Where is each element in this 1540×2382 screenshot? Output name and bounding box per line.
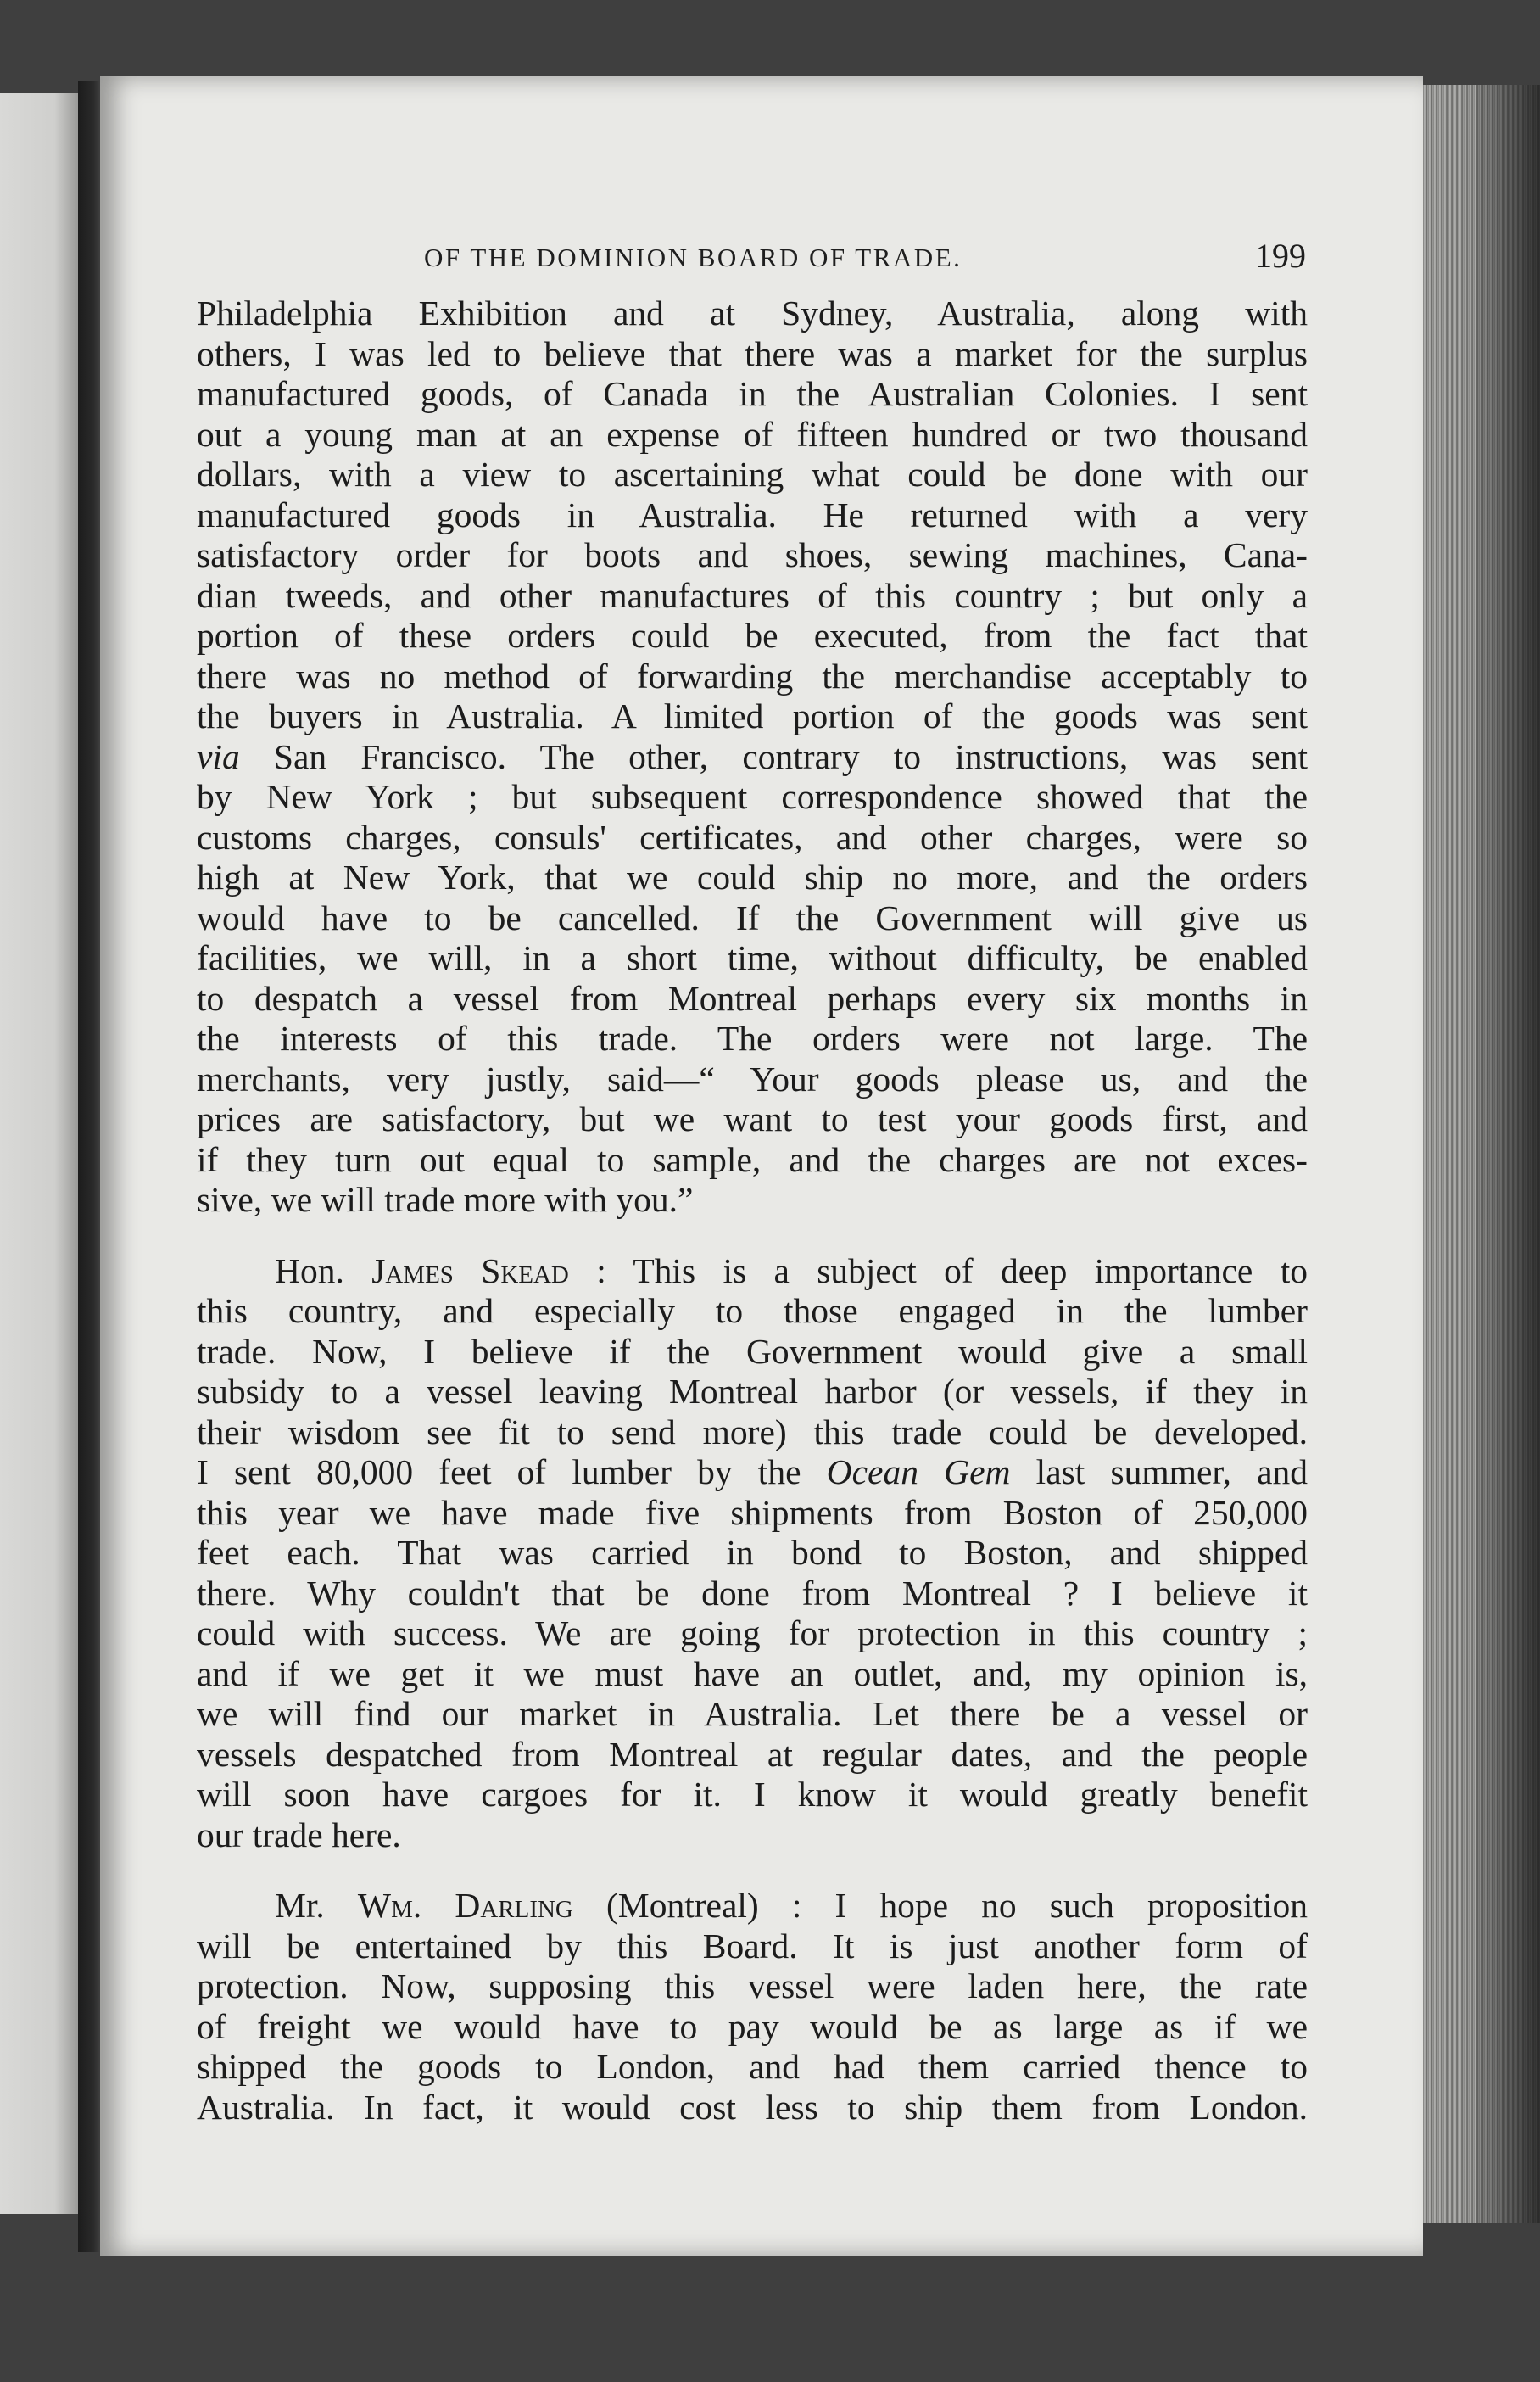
speaker-name: Wm. Darling: [357, 1886, 573, 1925]
text-line: facilities, we will, in a short time, without difficulty, be enabled: [197, 938, 1308, 977]
text-line: subsidy to a vessel leaving Montreal harbor (or vessels, if they in: [197, 1372, 1308, 1411]
line-rest: (Montreal) : I hope no such proposition: [572, 1886, 1308, 1925]
text-line: we will find our market in Australia. Let there be a vessel or: [197, 1694, 1308, 1733]
paragraph-3: [197, 1886, 1308, 2128]
speaker-title: Hon.: [275, 1250, 372, 1290]
paragraph-1: [197, 294, 1308, 1221]
ship-name: Ocean Gem: [826, 1452, 1011, 1491]
speaker-line: [197, 1886, 1308, 1926]
text-line: dian tweeds, and other manufactures of this country ; but only a: [197, 575, 1308, 615]
facing-page-edge: [0, 93, 78, 2214]
line-rest: last summer, and: [1010, 1452, 1308, 1491]
line-rest: San Francisco. The other, contrary to instructions, was sent: [239, 736, 1308, 776]
text-line: could with success. We are going for protection in this country ;: [197, 1613, 1308, 1652]
text-line: [197, 1452, 1308, 1493]
text-line: sive, we will trade more with you.”: [197, 1180, 694, 1219]
page-number: 199: [1255, 237, 1306, 275]
text-line: Australia. In fact, it would cost less to ship them from London.: [197, 2087, 1308, 2127]
text-line: vessels despatched from Montreal at regular dates, and the people: [197, 1734, 1308, 1774]
text-line: Philadelphia Exhibition and at Sydney, Australia, along with: [197, 294, 1308, 333]
speaker-name: James Skead: [371, 1250, 569, 1290]
text-line: merchants, very justly, said—“ Your goods please us, and the: [197, 1059, 1308, 1099]
text-line: out a young man at an expense of fifteen hundred or two thousand: [197, 414, 1308, 454]
text-line: would have to be cancelled. If the Government will give us: [197, 897, 1308, 937]
text-line: their wisdom see fit to send more) this trade could be developed.: [197, 1412, 1308, 1451]
line-rest: : This is a subject of deep importance to: [568, 1250, 1308, 1290]
running-head: OF THE DOMINION BOARD OF TRADE.: [424, 243, 962, 272]
text-line: customs charges, consuls' certificates, and other charges, were so: [197, 817, 1308, 857]
text-line: shipped the goods to London, and had them carried thence to: [197, 2047, 1308, 2086]
text-line: others, I was led to believe that there was a market for the surplus: [197, 333, 1308, 373]
text-line: to despatch a vessel from Montreal perhaps every six months in: [197, 978, 1308, 1018]
text-line: if they turn out equal to sample, and the charges are not exces-: [197, 1139, 1308, 1179]
text-line: the interests of this trade. The orders were not large. The: [197, 1019, 1308, 1058]
text-line: this year we have made five shipments from Boston of 250,000: [197, 1492, 1308, 1532]
text-line: will soon have cargoes for it. I know it would greatly benefit: [197, 1775, 1308, 1814]
text-line: by New York ; but subsequent correspondence showed that the: [197, 777, 1308, 816]
text-line: portion of these orders could be executed, from the fact that: [197, 616, 1308, 655]
page-body: [197, 294, 1308, 2128]
text-line: high at New York, that we could ship no more, and the orders: [197, 858, 1308, 897]
text-line: dollars, with a view to ascertaining what could be done with our: [197, 455, 1308, 494]
text-line: the buyers in Australia. A limited portion of the goods was sent: [197, 696, 1308, 735]
text-line: manufactured goods, of Canada in the Australian Colonies. I sent: [197, 374, 1308, 413]
text-line: and if we get it we must have an outlet, and, my opinion is,: [197, 1653, 1308, 1693]
speaker-line: [197, 1251, 1308, 1292]
text-line: our trade here.: [197, 1814, 401, 1854]
text-line: prices are satisfactory, but we want to test your goods first, and: [197, 1099, 1308, 1138]
text-line: manufactured goods in Australia. He returned with a very: [197, 495, 1308, 534]
text-line: this country, and especially to those engaged in the lumber: [197, 1291, 1308, 1330]
text-line: there. Why couldn't that be done from Montreal ? I believe it: [197, 1573, 1308, 1613]
page-header: [424, 231, 1306, 282]
page-edges-shadow: [1476, 85, 1540, 2223]
speaker-title: Mr.: [275, 1886, 358, 1925]
text-line: protection. Now, supposing this vessel were laden here, the rate: [197, 1966, 1308, 2005]
text-line: will be entertained by this Board. It is just another form of: [197, 1926, 1308, 1965]
text-line: feet each. That was carried in bond to Boston, and shipped: [197, 1533, 1308, 1572]
italic-via: via: [197, 736, 240, 776]
line-start: I sent 80,000 feet of lumber by the: [197, 1452, 827, 1491]
text-line: there was no method of forwarding the merchandise acceptably to: [197, 656, 1308, 696]
paragraph-2: [197, 1251, 1308, 1856]
text-line: trade. Now, I believe if the Government would give a small: [197, 1331, 1308, 1371]
text-line: of freight we would have to pay would be as large as if we: [197, 2006, 1308, 2046]
text-line: satisfactory order for boots and shoes, sewing machines, Cana-: [197, 535, 1308, 574]
text-line: [197, 737, 1308, 778]
